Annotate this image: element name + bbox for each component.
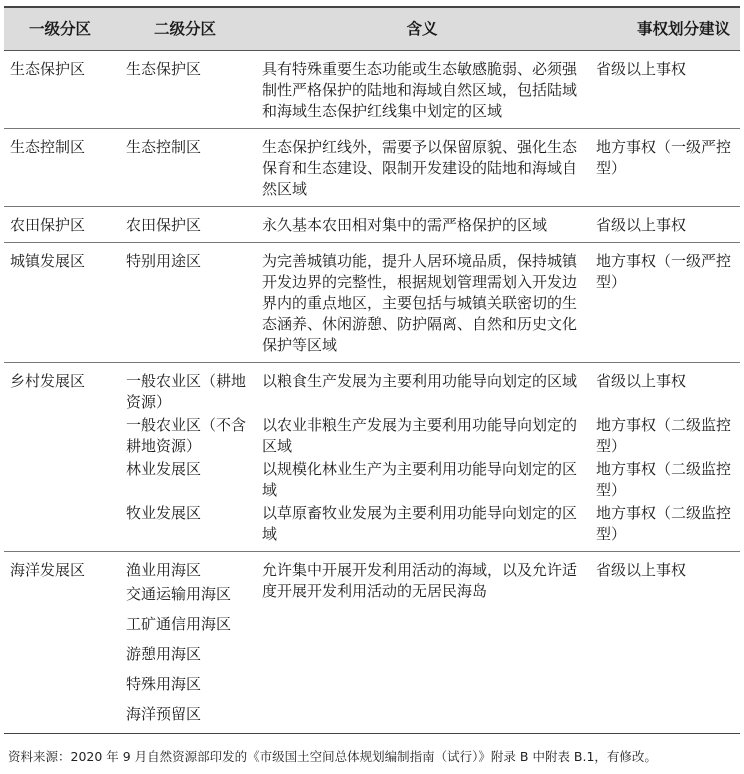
meaning-cell: 以规模化林业生产为主要利用功能导向划定的区域 [262, 460, 578, 499]
secondary-zone-cell: 林业发展区 [126, 460, 202, 478]
authority-cell: 省级以上事权 [596, 561, 687, 579]
table-header [4, 7, 740, 51]
secondary-zone-cell: 生态控制区 [116, 129, 254, 207]
meaning-cell: 以草原畜牧业发展为主要利用功能导向划定的区域 [254, 501, 590, 552]
authority-cell: 地方事权（一级严控型） [590, 243, 740, 363]
meaning-cell [254, 641, 590, 671]
authority-cell: 地方事权（一级严控型） [590, 129, 740, 207]
table-row [4, 701, 740, 734]
table-row [4, 641, 740, 671]
meaning-cell [254, 701, 590, 734]
secondary-zone-cell: 牧业发展区 [116, 501, 254, 552]
source-note: 资料来源：2020 年 9 月自然资源部印发的《市级国土空间总体规划编制指南（试行）》附录 B 中附表 B.1，有修改。 [8, 749, 657, 764]
authority-cell [590, 641, 740, 671]
meaning-cell: 生态保护红线外，需要予以保留原貌、强化生态保育和生态建设、限制开发建设的陆地和海域自然区域 [254, 129, 590, 207]
authority-cell: 省级以上事权 [596, 372, 687, 390]
meaning-cell: 具有特殊重要生态功能或生态敏感脆弱、必须强制性严格保护的陆地和海域自然区域，包括陆域和海域生态保护红线集中划定的区域 [254, 51, 590, 129]
table-row [4, 671, 740, 701]
primary-zone-cell [4, 671, 116, 701]
primary-zone-cell [4, 701, 116, 734]
secondary-zone-cell: 游憩用海区 [126, 645, 202, 663]
meaning-cell [254, 671, 590, 701]
table-row [4, 363, 740, 414]
secondary-zone-cell: 农田保护区 [116, 207, 254, 243]
primary-zone-cell: 海洋发展区 [10, 561, 86, 579]
authority-cell [590, 701, 740, 734]
table-row [4, 243, 740, 363]
table-row [4, 611, 740, 641]
meaning-cell [254, 611, 590, 641]
authority-cell: 地方事权（二级监控型） [590, 501, 740, 552]
secondary-zone-cell: 海洋预留区 [116, 701, 254, 734]
primary-zone-cell: 生态控制区 [4, 129, 116, 207]
secondary-zone-cell: 特殊用海区 [126, 675, 202, 693]
authority-cell: 省级以上事权 [590, 51, 740, 129]
table-row [4, 207, 740, 243]
meaning-cell: 永久基本农田相对集中的需严格保护的区域 [254, 207, 590, 243]
header-primary-zone: 一级分区 [4, 7, 116, 51]
header-secondary-zone: 二级分区 [116, 7, 254, 51]
meaning-cell: 以粮食生产发展为主要利用功能导向划定的区域 [262, 372, 578, 390]
secondary-zone-cell: 一般农业区（不含耕地资源） [126, 416, 247, 455]
secondary-zone-cell: 交通运输用海区 [126, 585, 232, 603]
authority-cell: 省级以上事权 [590, 207, 740, 243]
primary-zone-cell [4, 581, 116, 611]
primary-zone-cell: 乡村发展区 [10, 372, 86, 390]
table-row [4, 51, 740, 129]
primary-zone-cell [4, 457, 116, 501]
header-authority: 事权划分建议 [590, 7, 740, 51]
authority-cell: 地方事权（二级监控型） [596, 460, 732, 499]
primary-zone-cell: 农田保护区 [4, 207, 116, 243]
meaning-cell: 以农业非粮生产发展为主要利用功能导向划定的区域 [262, 416, 578, 455]
table-row [4, 552, 740, 582]
header-row [4, 7, 740, 51]
meaning-cell: 为完善城镇功能，提升人居环境品质，保持城镇开发边界的完整性，根据规划管理需划入开发边界内的重点地区，主要包括与城镇关联密切的生态涵养、休闲游憩、防护隔离、自然和历史文化保护等区域 [254, 243, 590, 363]
primary-zone-cell: 城镇发展区 [4, 243, 116, 363]
table-body [4, 51, 740, 734]
secondary-zone-cell: 特别用途区 [116, 243, 254, 363]
meaning-cell: 允许集中开展开发利用活动的海域，以及允许适度开展开发利用活动的无居民海岛 [262, 561, 578, 600]
zoning-table [4, 6, 740, 734]
table-row [4, 501, 740, 552]
primary-zone-cell [4, 641, 116, 671]
table-row [4, 413, 740, 457]
authority-cell: 地方事权（二级监控型） [596, 416, 732, 455]
secondary-zone-cell: 一般农业区（耕地资源） [126, 372, 247, 411]
primary-zone-cell [4, 611, 116, 641]
authority-cell [590, 611, 740, 641]
header-meaning: 含义 [254, 7, 590, 51]
secondary-zone-cell: 生态保护区 [116, 51, 254, 129]
secondary-zone-cell: 工矿通信用海区 [126, 615, 232, 633]
primary-zone-cell: 生态保护区 [4, 51, 116, 129]
primary-zone-cell [4, 501, 116, 552]
table-row [4, 129, 740, 207]
table-row [4, 457, 740, 501]
authority-cell [590, 671, 740, 701]
secondary-zone-cell: 渔业用海区 [126, 561, 202, 579]
primary-zone-cell [4, 413, 116, 457]
